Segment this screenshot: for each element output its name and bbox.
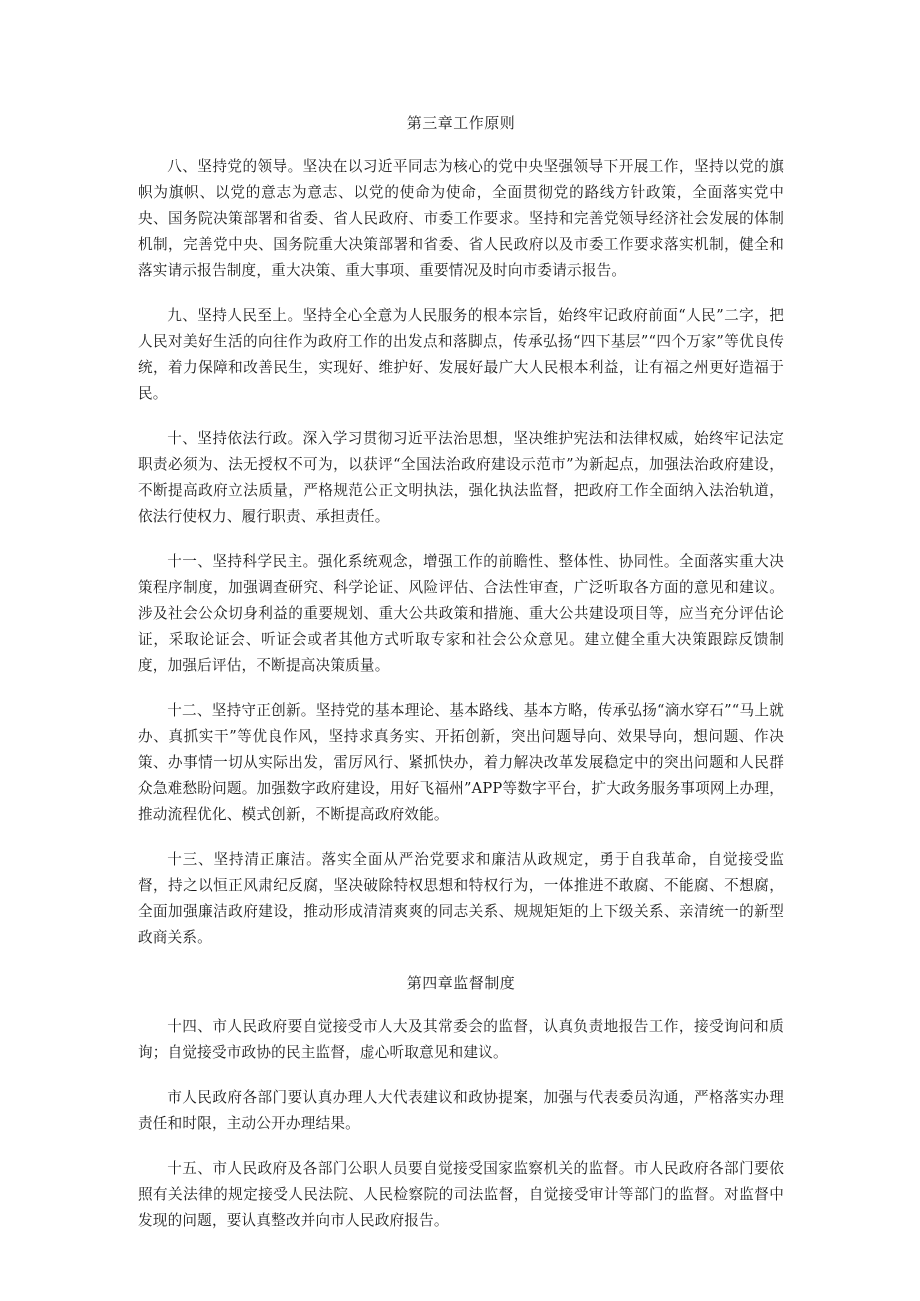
document-page — [138, 110, 784, 1253]
paragraph-13: 十三、坚持清正廉洁。落实全面从严治党要求和廉洁从政规定，勇于自我革命，自觉接受监督，持之以恒正风肃纪反腐，坚决破除特权思想和特权行为，一体推进不敢腐、不能腐、不想腐，全面加强廉洁政府建设，推动形成清清爽爽的同志关系、规规矩矩的上下级关系、亲清统一的新型政商关系。 — [138, 851, 784, 946]
paragraph-8: 八、坚持党的领导。坚决在以习近平同志为核心的党中央坚强领导下开展工作，坚持以党的旗帜为旗帜、以党的意志为意志、以党的使命为使命，全面贯彻党的路线方针政策，全面落实党中央、国务院决策部署和省委、省人民政府、市委工作要求。坚持和完善党领导经济社会发展的体制机制，完善党中央、国务院重大决策部署和省委、省人民政府以及市委工作要求落实机制，健全和落实请示报告制度，重大决策、重大事项、重要情况及时向市委请示报告。 — [138, 158, 784, 279]
paragraph-11: 十一、坚持科学民主。强化系统观念，增强工作的前瞻性、整体性、协同性。全面落实重大决策程序制度，加强调查研究、科学论证、风险评估、合法性审查，广泛听取各方面的意见和建议。涉及社会公众切身利益的重要规划、重大公共政策和措施、重大公共建设项目等，应当充分评估论证，采取论证会、听证会或者其他方式听取专家和社会公众意见。建立健全重大决策跟踪反馈制度，加强后评估，不断提高决策质量。 — [138, 553, 784, 674]
chapter-3-heading: 第三章工作原则 — [406, 114, 516, 132]
paragraph-9: 九、坚持人民至上。坚持全心全意为人民服务的根本宗旨，始终牢记政府前面“人民”二字，把人民对美好生活的向往作为政府工作的出发点和落脚点，传承弘扬“四下基层”“四个万家”等优良传统，着力保障和改善民生，实现好、维护好、发展好最广大人民根本利益，让有福之州更好造福于民。 — [138, 307, 784, 402]
paragraph-14: 十四、市人民政府要自觉接受市人大及其常委会的监督，认真负责地报告工作，接受询问和质询；自觉接受市政协的民主监督，虚心听取意见和建议。 — [138, 1018, 784, 1061]
paragraph-10: 十、坚持依法行政。深入学习贯彻习近平法治思想，坚决维护宪法和法律权威，始终牢记法定职责必须为、法无授权不可为，以获评“全国法治政府建设示范市”为新起点，加强法治政府建设，不断提高政府立法质量，严格规范公正文明执法，强化执法监督，把政府工作全面纳入法治轨道，依法行使权力、履行职责、承担责任。 — [138, 430, 784, 525]
paragraph-14-sub: 市人民政府各部门要认真办理人大代表建议和政协提案，加强与代表委员沟通，严格落实办理责任和时限，主动公开办理结果。 — [138, 1089, 784, 1132]
paragraph-12: 十二、坚持守正创新。坚持党的基本理论、基本路线、基本方略，传承弘扬“滴水穿石”“马上就办、真抓实干”等优良作风，坚持求真务实、开拓创新，突出问题导向、效果导向，想问题、作决策、办事情一切从实际出发，雷厉风行、紧抓快办，着力解决改革发展稳定中的突出问题和人民群众急难愁盼问题。加强数字政府建设，用好飞福州”APP等数字平台，扩大政务服务事项网上办理，推动流程优化、模式创新，不断提高政府效能。 — [138, 702, 784, 823]
paragraph-15: 十五、市人民政府及各部门公职人员要自觉接受国家监察机关的监督。市人民政府各部门要依照有关法律的规定接受人民法院、人民检察院的司法监督，自觉接受审计等部门的监督。对监督中发现的问题，要认真整改并向市人民政府报告。 — [138, 1160, 784, 1229]
chapter-4-heading: 第四章监督制度 — [406, 974, 516, 992]
